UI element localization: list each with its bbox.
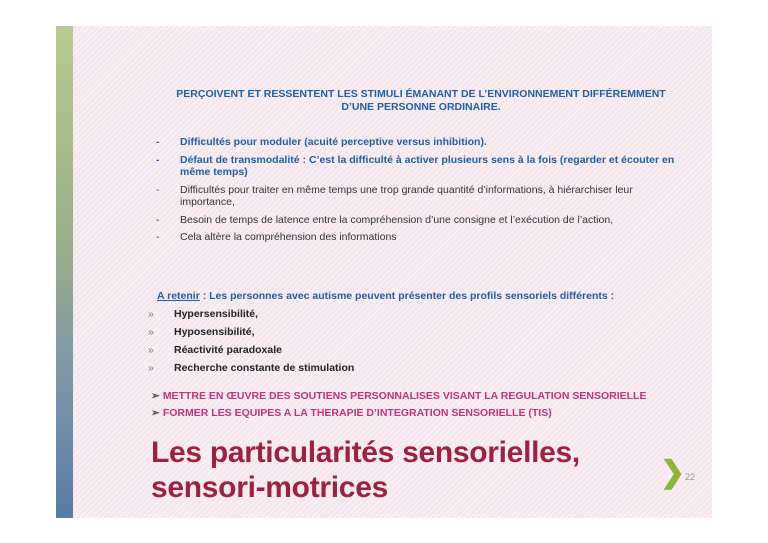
list-item [156,136,676,149]
slide-heading: PERÇOIVENT ET RESSENTENT LES STIMULI ÉMANANT DE L’ENVIRONNEMENT DIFFÉREMMENT D’UNE PERSONNE ORDINAIRE. [176,88,666,113]
page-number: 22 [685,472,696,482]
actions-list [151,390,646,424]
list-item [156,214,676,227]
chevron-marker-icon: » [148,362,154,374]
slide [56,26,712,518]
list-item [156,231,676,244]
difficulties-list [156,136,676,249]
list-item-text: Difficultés pour traiter en même temps une trop grande quantité d’informations, à hiérarchiser leur importance, [180,183,633,208]
arrow-icon: ➢ [151,407,160,419]
arrow-icon: ➢ [151,390,160,402]
action-text: METTRE EN ŒUVRE DES SOUTIENS PERSONNALISES VISANT LA REGULATION SENSORIELLE [162,390,647,402]
retenir-paragraph [157,290,712,302]
action-text: FORMER LES EQUIPES A LA THERAPIE D’INTEGRATION SENSORIELLE (TIS) [162,407,552,419]
profile-text: Hyposensibilité, [174,326,255,338]
list-item-text: Cela altère la compréhension des informations [180,231,397,243]
chevron-right-icon: ❯ [660,456,686,489]
profile-text: Réactivité paradoxale [174,344,282,356]
dash-marker: - [156,213,160,226]
profile-item [148,326,354,339]
side-accent-bar [56,26,73,518]
profile-text: Hypersensibilité, [174,308,259,320]
profile-item [148,344,354,357]
chevron-marker-icon: » [148,326,154,338]
profile-item [148,308,354,321]
chevron-marker-icon: » [148,344,154,356]
retenir-label: A retenir [157,290,200,302]
dash-marker: - [156,183,160,196]
slide-title: Les particularités sensorielles, sensori-motrices [151,436,580,504]
profile-text: Recherche constante de stimulation [174,362,355,374]
dash-marker: - [156,136,160,148]
list-item [156,184,676,209]
retenir-text: : Les personnes avec autisme peuvent présenter des profils sensoriels différents : [199,290,615,302]
action-item [151,390,646,403]
dash-marker: - [156,153,160,166]
list-item-text: Défaut de transmodalité : C’est la difficulté à activer plusieurs sens à la fois (regarder et écouter en même temps) [180,153,675,178]
list-item-text: Besoin de temps de latence entre la compréhension d’une consigne et l’exécution de l’action, [180,213,614,226]
profile-item [148,362,354,375]
profiles-list [148,308,354,380]
chevron-marker-icon: » [148,308,154,320]
action-item [151,407,646,420]
list-item [156,154,676,179]
dash-marker: - [156,231,160,243]
list-item-text: Difficultés pour moduler (acuité perceptive versus inhibition). [180,136,487,148]
